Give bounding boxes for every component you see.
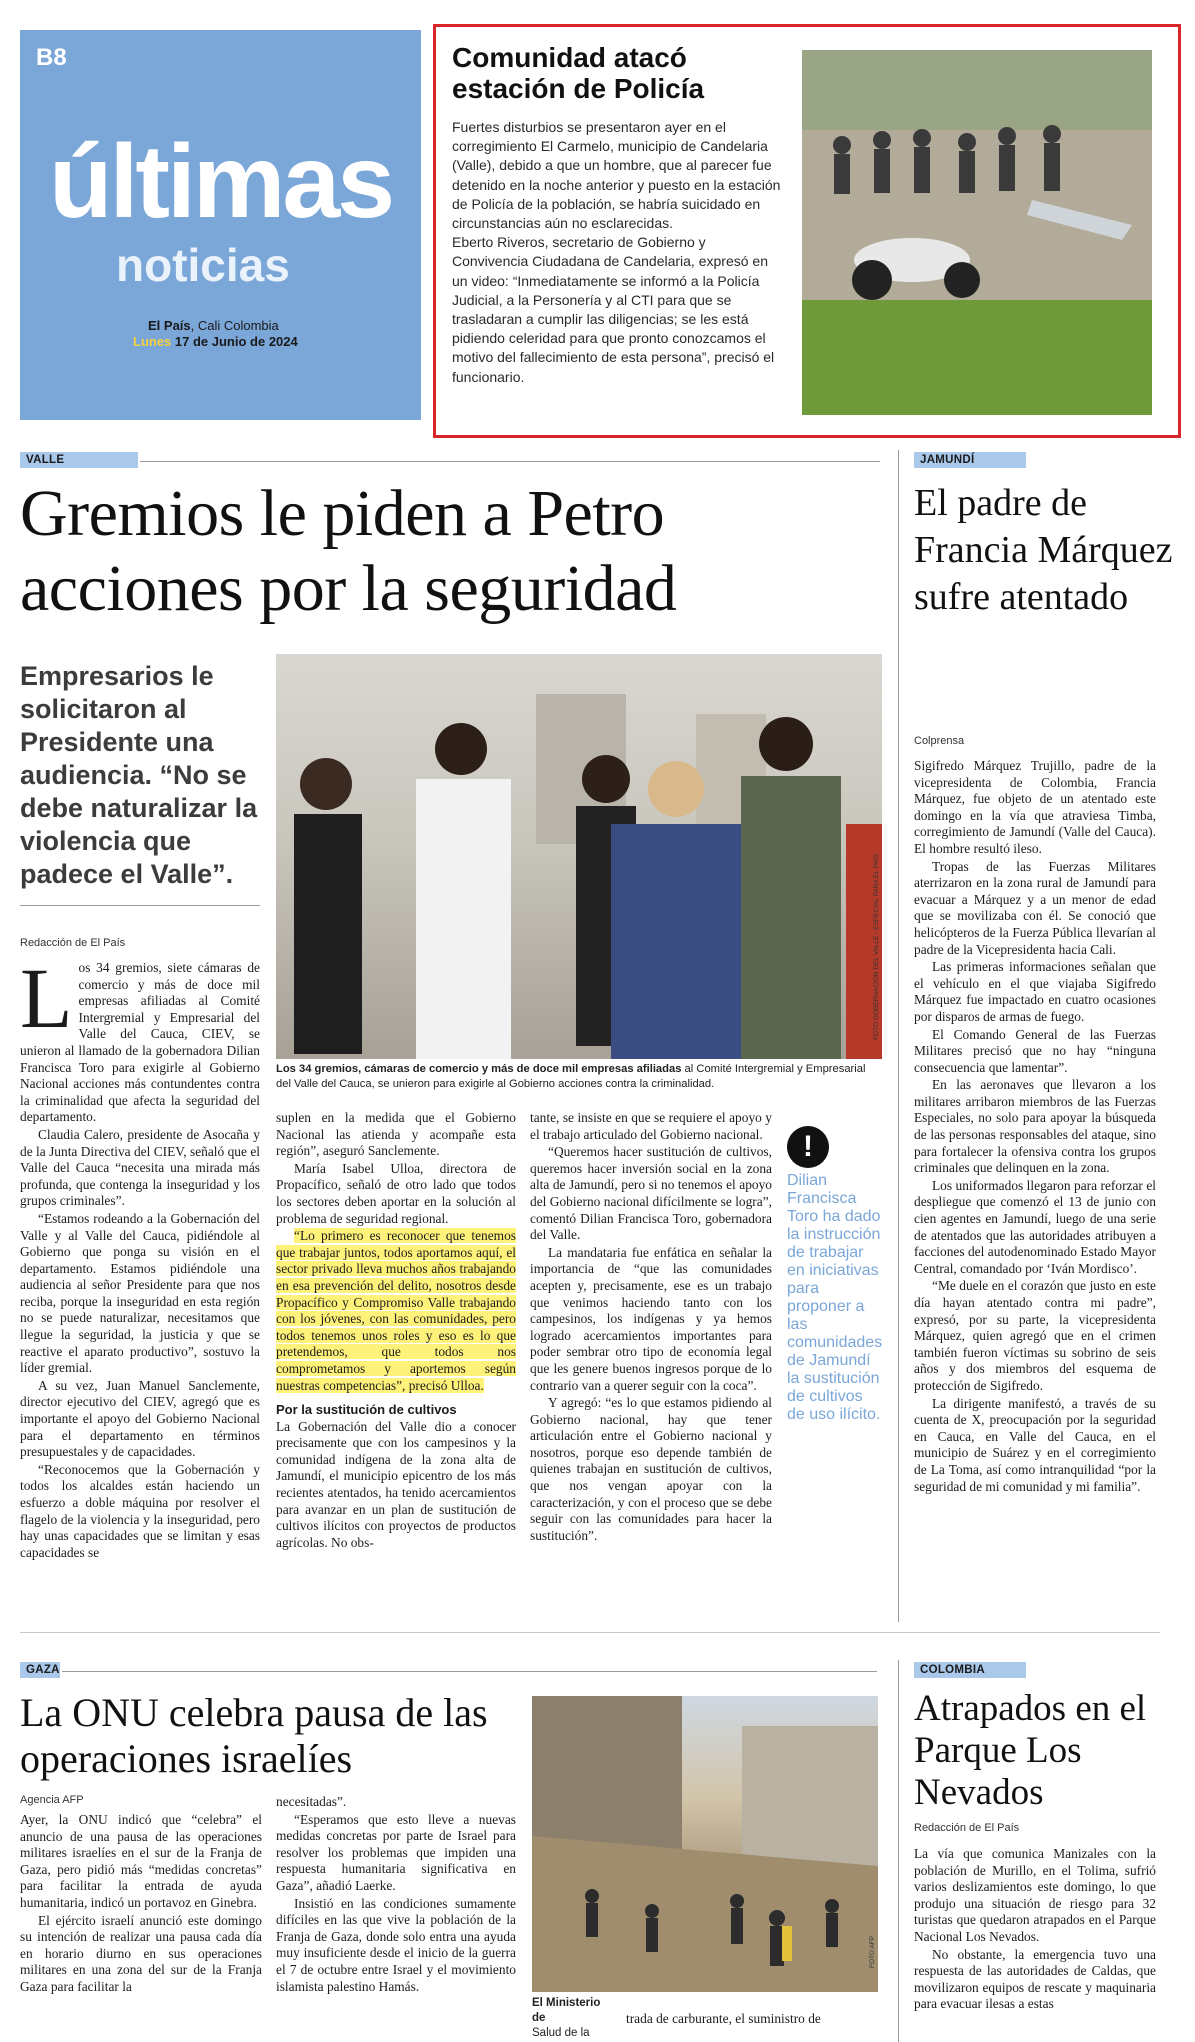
main-paragraph: Claudia Calero, presidente de Asocaña y de la Junta Directiva del CIEV, señaló que el Valle del Cauca “necesita una mirada más profunda, que contenga la inseguridad y los grupos criminales”. (20, 1126, 260, 1209)
main-col-2 (276, 1110, 516, 1552)
col2-subhead: Por la sustitución de cultivos (276, 1402, 457, 1418)
caption-bold: El Ministerio de (532, 1997, 601, 2024)
brand-ultimas: últimas (48, 124, 393, 240)
main-paragraph: María Isabel Ulloa, directora de Propacífico, señaló de otro lado que todos los sectores deben aportar en la solución al problema de seguridad regional. (276, 1160, 516, 1226)
brand-noticias: noticias (116, 239, 290, 291)
main-col-3 (530, 1110, 772, 1545)
main-paragraph: “Reconocemos que la Gobernación y todos los alcaldes están haciendo un esfuerzo a doble máquina por resolver el flagelo de la violencia y la inseguridad, pero hay unas capacidades que se limitan y esas capacidades se (20, 1461, 260, 1560)
weekday: Lunes (133, 334, 172, 349)
right-paragraph: “Me duele en el corazón que justo en este día hayan atentado contra mi padre”, expresó, por su parte, la vicepresidenta Márquez, quien agregó que en el crimen también fueron víctimas su sobrino de seis años y dos miembros del esquema de protección de Sigifredo. (914, 1278, 1156, 1393)
brief-photo (802, 50, 1152, 415)
column-divider (898, 1660, 899, 2042)
divider (140, 461, 880, 462)
date: 17 de Junio de 2024 (171, 334, 298, 349)
right-paragraph: En las aeronaves que llevaron a los militares arribaron miembros de las Fuerzas Especiales, no solo para apoyar la búsqueda de las personas responsables del ataque, sino para fortalecer la ofensiva contra los grupos criminales que delinquen en la zona. (914, 1077, 1156, 1176)
caption-rest: al Comité Intergremial y Empresarial del Valle del Cauca, se unieron para exigirle al Gobierno acciones contra la criminalidad. (276, 1063, 866, 1090)
main-paragraph: “Queremos hacer sustitución de cultivos, queremos hacer inversión social en la zona alta de Jamundí, pero si no tenemos el apoyo del Gobierno nacional difícilmente se logra”, comentó Dilian Francisca Toro, gobernadora del Valle. (530, 1144, 772, 1243)
gaza-col-2 (276, 1794, 516, 1996)
gaza-paragraph: El ejército israelí anunció este domingo su intención de realizar una pausa cada día en horario diurno en sus operaciones militares en una zona del sur de la Franja Gaza para facilitar la (20, 1912, 262, 1994)
main-photo-caption (276, 1062, 882, 1092)
brief-paragraph: Fuertes disturbios se presentaron ayer en el corregimiento El Carmelo, municipio de Candelaria (Valle), debido a que un hombre, que al parecer fue detenido en la noche anterior y puesto en la estación de Policía de la población, se habría suicidado en circunstancias aún no esclarecidas. (452, 119, 781, 232)
gaza-photo (532, 1696, 878, 1992)
gaza-col-1 (20, 1812, 262, 1997)
main-paragraph: tante, se insiste en que se requiere el apoyo y el trabajo articulado del Gobierno nacional. (530, 1110, 772, 1142)
nevados-paragraph: La vía que comunica Manizales con la población de Murillo, en el Tolima, sufrió varios deslizamientos este domingo, lo que produjo una situación de riesgo para 32 turistas que quedaron atrapados en el Parque Nacional Los Nevados. (914, 1846, 1156, 1944)
nevados-headline: Atrapados en el Parque Los Nevados (914, 1688, 1147, 1813)
gaza-byline: Agencia AFP (20, 1794, 84, 1806)
nevados-paragraph: No obstante, la emergencia tuvo una respuesta de las autoridades de Caldas, que movilizaron equipos de rescate y maquinaria para evacuar ilesas a estas (914, 1946, 1156, 2012)
main-paragraph: “Estamos rodeando a la Gobernación del Valle y al Valle del Cauca, pidiéndole al Gobierno que ponga su visión en el departamento. Estamos pidiéndole una audiencia al señor Presidente para que nos reciba, porque la inseguridad en esta región no se puede naturalizar, necesitamos que llegue la seguridad, la justicia y que se reactive el aparato productivo”, sostuvo la líder gremial. (20, 1210, 260, 1376)
gaza-paragraph: necesitadas”. (276, 1794, 347, 1809)
nevados-body (914, 1846, 1156, 2014)
right-headline: El padre de Francia Márquez sufre atentado (914, 482, 1173, 618)
column-divider (898, 450, 899, 1622)
right-paragraph: Tropas de las Fuerzas Militares aterrizaron en la zona rural de Jamundí para evacuar a Márquez y a un menor de edad que se movilizaba con él. Se conoció que helicópteros de la Fuerza Pública llevarían al padre de la Vicepresidenta hacia Cali. (914, 858, 1156, 957)
gaza-photo-illustration (532, 1696, 878, 1992)
nevados-byline: Redacción de El País (914, 1822, 1020, 1834)
highlighted-quote (276, 1228, 516, 1394)
masthead (20, 30, 421, 420)
gaza-paragraph: “Esperamos que esto lleve a nuevas medidas concretas por parte de Israel para resolver los problemas que impiden una respuesta humanitaria significativa en Gaza”, añadió Laerke. (276, 1811, 516, 1893)
page-number: B8 (36, 44, 67, 71)
main-col-1 (20, 950, 260, 1562)
quote-highlight: “Lo primero es reconocer que tenemos que trabajar juntos, todos aportamos aquí, el sector privado lleva muchos años trabajando en esa prevención del delito, nosotros desde Propacífico y Compromiso Valle trabajando con los jóvenes, con las comunidades, pero todos tenemos unos roles y eso es lo que pretendemos, que todos nos comprometamos y aportemos según nuestras competencias”, precisó Ulloa. (276, 1228, 516, 1393)
brief-photo-illustration (802, 50, 1152, 415)
main-photo-illustration (276, 654, 882, 1059)
right-paragraph: Sigifredo Márquez Trujillo, padre de la vicepresidenta de Colombia, Francia Márquez, fue objeto de un atentado este domingo en la vía que atraviesa Timba, corregimiento de Jamundí (Valle del Cauca). El hombre resultó ileso. (914, 758, 1156, 856)
main-paragraph: La mandataria fue enfática en señalar la importancia de “que las comunidades acepten y, precisamente, ese es un trabajo que venimos haciendo tanto con los campesinos, los indígenas y ya hemos logrado acercamientos importantes para poder sembrar otro tipo de economía legal que les genere buenos ingresos porque de lo contrario van a querer seguir con la coca”. (530, 1244, 772, 1393)
divider (20, 905, 260, 906)
main-byline: Redacción de El País (20, 937, 126, 949)
gaza-photo-caption (532, 1996, 612, 2041)
drop-cap: L (20, 950, 73, 1046)
main-photo (276, 654, 882, 1059)
right-byline: Colprensa (914, 735, 965, 747)
sidebar-quote: Dilian Francisca Toro ha dado la instrucción de trabajar en iniciativas para proponer a las comunidades de Jamundí la sustitución de cultivos de uso ilícito. (787, 1172, 883, 1423)
gaza-photo-credit: FOTO AFP (869, 1936, 876, 1969)
section-tag-colombia: COLOMBIA (914, 1662, 1026, 1678)
gaza-headline: La ONU celebra pausa de las operaciones israelíes (20, 1690, 488, 1781)
section-divider (20, 1632, 1160, 1633)
right-paragraph: Las primeras informaciones señalan que el vehículo en el que viajaba Sigifredo Márquez fue impactado en cuatro ocasiones por disparos de armas de fuego. (914, 959, 1156, 1024)
section-tag-gaza: GAZA (20, 1662, 60, 1678)
main-headline: Gremios le piden a Petro acciones por la seguridad (20, 477, 677, 625)
section-tag-jamundi: JAMUNDÍ (914, 452, 1026, 468)
brief-paragraph: Eberto Riveros, secretario de Gobierno y Convivencia Ciudadana de Candelaria, expresó en un video: “Inmediatamente se informó a la Policía Judicial, a la Personería y al CTI para que se trasladaran a cumplir las diligencias; se les está pidiendo celeridad para que pronto conozcamos el motivo del fallecimiento de esta persona”, precisó el funcionario. (452, 234, 775, 385)
gaza-col-3: trada de carburante, el suministro de (626, 2011, 821, 2026)
main-paragraph: A su vez, Juan Manuel Sanclemente, director ejecutivo del CIEV, agregó que es importante el apoyo del Gobierno Nacional para el departamento en términos presupuestales y de capacidades. (20, 1377, 260, 1460)
caption-rest: Salud de la (532, 2027, 590, 2039)
main-lead: os 34 gremios, siete cámaras de comercio y más de doce mil empresas afiliadas al Comité Intergremial y Empresarial del Valle del Cauca, CIEV, se unieron al llamado de la gobernadora Dilian Francisca Toro para exigirle al Gobierno Nacional acciones más contundentes contra la criminalidad que afecta la seguridad del departamento. (20, 960, 260, 1125)
caption-bold: Los 34 gremios, cámaras de comercio y más de doce mil empresas afiliadas (276, 1063, 682, 1075)
section-tag-valle: VALLE (20, 452, 138, 468)
publication-location: , Cali Colombia (190, 318, 279, 333)
masthead-publication (148, 318, 279, 333)
masthead-date (133, 334, 298, 349)
right-paragraph: La dirigente manifestó, a través de su cuenta de X, preocupación por la seguridad en Cauca, en Valle del Cauca, en el municipio de Suárez y en el corregimiento de La Toma, así como intranquilidad “por la seguridad de mi comunidad y mi familia”. (914, 1395, 1156, 1494)
main-photo-credit: FOTO GOBERNACIÓN DEL VALLE - ESPECIAL PARA EL PAÍS (873, 854, 880, 1040)
main-subhead: Empresarios le solicitaron al Presidente una audiencia. “No se debe naturalizar la violencia que padece el Valle”. (20, 661, 258, 889)
brief-body (452, 118, 782, 387)
main-paragraph: La Gobernación del Valle dio a conocer precisamente que con los campesinos y la comunidad indígena de la zona alta de Jamundí, el municipio epicentro de los más recientes atentados, ha tenido acercamientos para avanzar en un plan de sustitución de cultivos ilícitos con proyectos de productos agrícolas. No obs- (276, 1418, 516, 1550)
sidebar-exclamation-icon: ! (787, 1126, 829, 1168)
right-paragraph: El Comando General de las Fuerzas Militares precisó que no hay “ninguna consecuencia que lamentar”. (914, 1026, 1156, 1075)
right-body (914, 758, 1156, 1496)
main-paragraph: Y agregó: “es lo que estamos pidiendo al Gobierno nacional, hay que tener articulación entre el Gobierno nacional y nosotros, porque eso depende también de quienes trabajan en sustitución de cultivos, que nos vengan apoyar con la caracterización, y con el proceso que se debe seguir con las comunidades para hacer la sustitución”. (530, 1395, 772, 1543)
gaza-paragraph: Insistió en las condiciones sumamente difíciles en las que vive la población de la Franja de Gaza, donde solo entra una ayuda muy insuficiente desde el inicio de la guerra el 7 de octubre entre Israel y el movimiento islamista palestino Hamás. (276, 1895, 516, 1994)
main-paragraph: suplen en la medida que el Gobierno Nacional las atienda y acompañe esta región”, aseguró Sanclemente. (276, 1110, 516, 1159)
publication-name: El País (148, 318, 191, 333)
divider (62, 1671, 877, 1672)
brief-title: Comunidad atacó estación de Policía (452, 42, 705, 104)
right-paragraph: Los uniformados llegaron para reforzar el despliegue que comenzó el 13 de junio con cien agentes en Jamundí, luego de una serie de atentados que las autoridades atribuyen a facciones del autodenominado Estado Mayor Central, comandado por ‘Iván Mordisco’. (914, 1177, 1156, 1276)
gaza-paragraph: Ayer, la ONU indicó que “celebra” el anuncio de una pausa de las operaciones militares israelíes en el sur de la Franja de Gaza, pero pidió más “medidas concretas” para facilitar la entrada de ayuda humanitaria, indicó un portavoz en Ginebra. (20, 1812, 262, 1910)
